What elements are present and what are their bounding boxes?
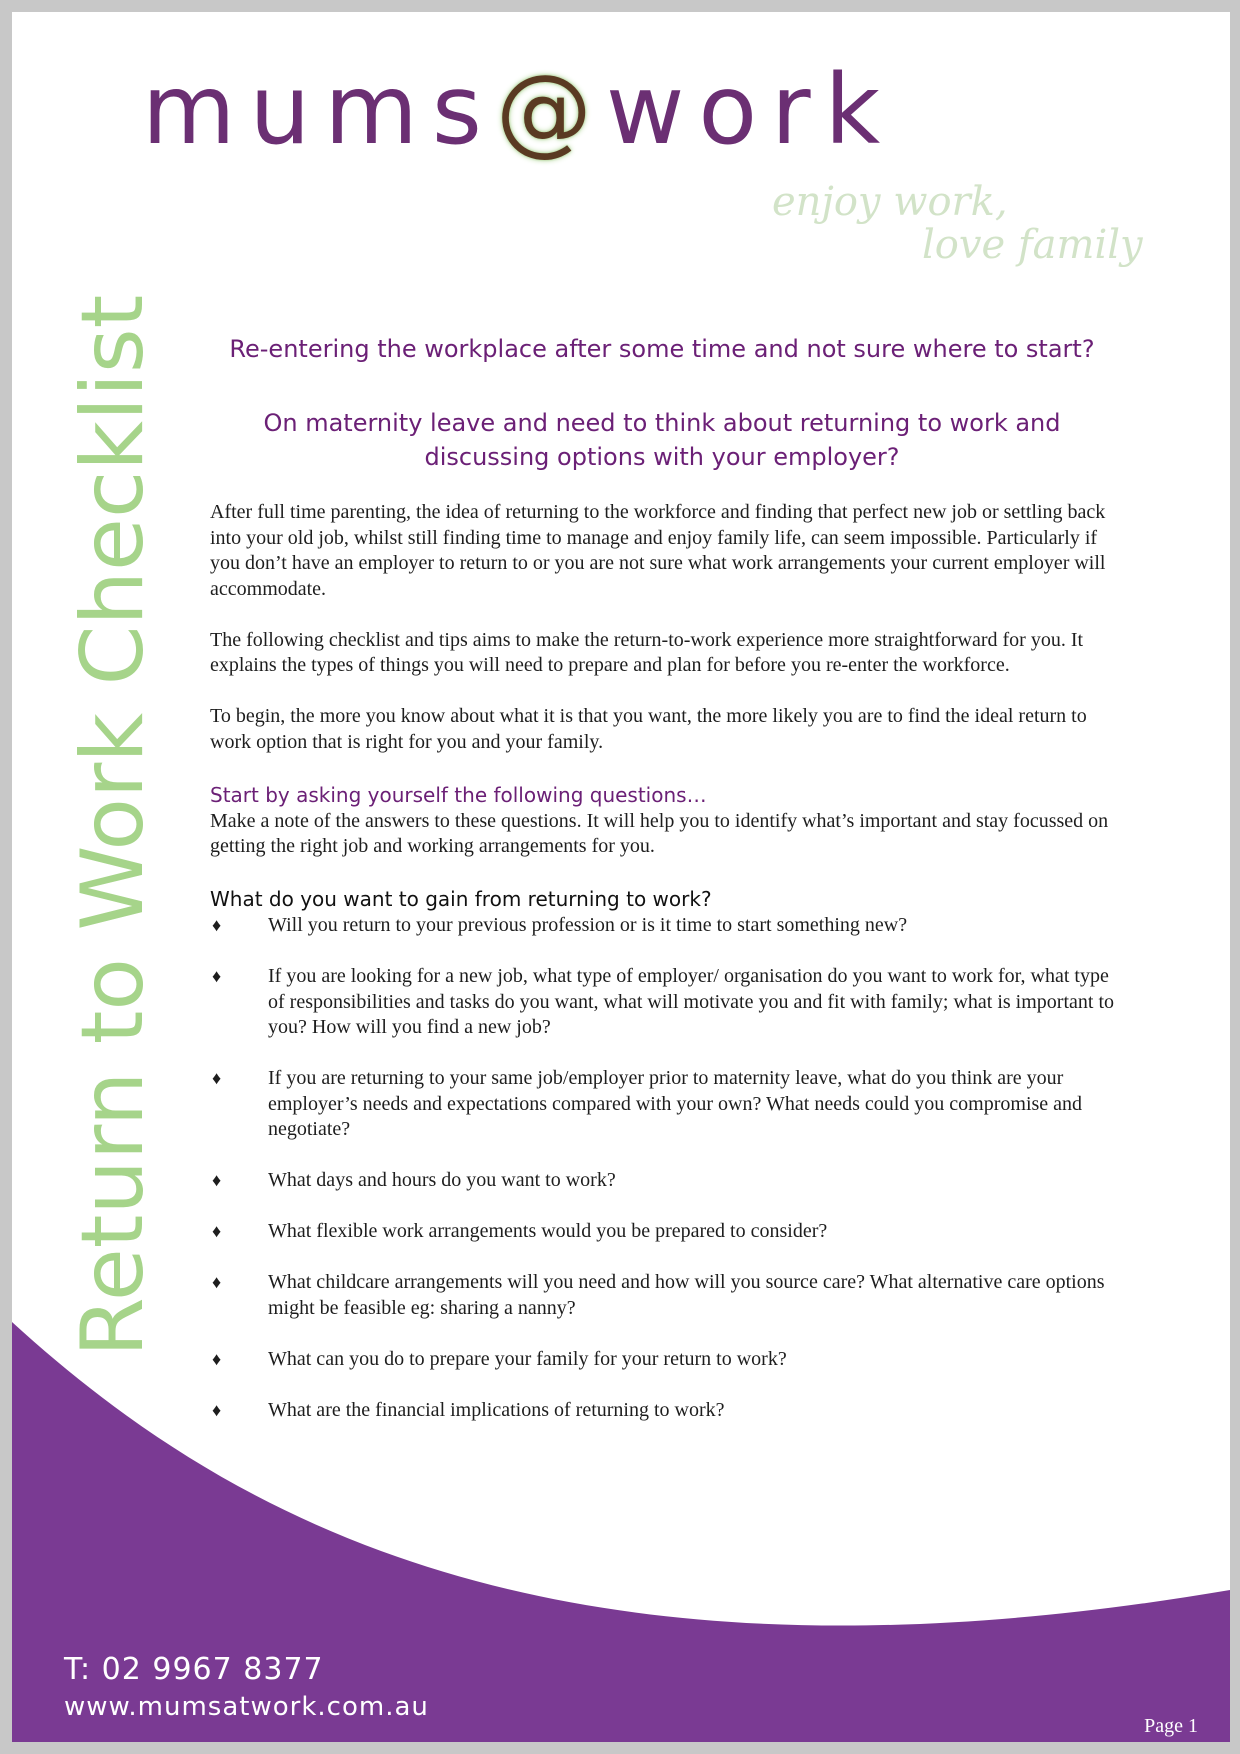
list-item-text: What days and hours do you want to work? — [268, 1169, 616, 1191]
tagline-line-2: love family — [922, 222, 1143, 268]
logo-text-right: work — [605, 54, 895, 166]
brand-logo — [142, 54, 895, 166]
list-item — [210, 913, 1128, 939]
list-item-text: What can you do to prepare your family for your return to work? — [268, 1347, 787, 1370]
list-item — [210, 1066, 1128, 1143]
intro-paragraph: To begin, the more you know about what it is that you want, the more likely you are to find the ideal return to work option that is right for you and your family. — [210, 705, 1087, 753]
list-item-text: What are the financial implications of returning to work? — [268, 1398, 725, 1421]
questions-intro: Make a note of the answers to these questions. It will help you to identify what’s important and stay focussed on getting the right job and working arrangements for you. — [210, 809, 1109, 857]
list-item-text: What childcare arrangements will you need and how will you source care? What alternative care options might be feasible eg: sharing a nanny? — [268, 1271, 1105, 1319]
list-item-text: If you are returning to your same job/employer prior to maternity leave, what do you think are your employer’s needs and expectations compared with your own? What needs could you compromise and negotiate? — [268, 1067, 1083, 1140]
diamond-bullet-icon: ♦ — [212, 1068, 222, 1088]
tagline-line-1: enjoy work, — [772, 179, 1008, 225]
headline-maternity: On maternity leave and need to think about returning to work and discussing options with your employer? — [263, 409, 1061, 471]
side-title: Return to Work Checklist — [63, 294, 163, 1357]
logo-text-left: mums — [142, 54, 496, 166]
diamond-bullet-icon: ♦ — [212, 1399, 222, 1420]
list-item — [210, 1219, 1128, 1245]
diamond-bullet-icon: ♦ — [212, 1221, 222, 1241]
list-item-text: What flexible work arrangements would you be prepared to consider? — [268, 1220, 828, 1242]
diamond-bullet-icon: ♦ — [212, 1348, 222, 1369]
list-item — [210, 1347, 1128, 1373]
diamond-bullet-icon: ♦ — [212, 966, 222, 986]
list-item-text: Will you return to your previous profession or is it time to start something new? — [268, 914, 908, 936]
questions-list — [210, 913, 1128, 1423]
page-number: Page 1 — [1144, 1715, 1198, 1737]
diamond-bullet-icon: ♦ — [212, 915, 222, 935]
list-item — [210, 1398, 1128, 1424]
questions-heading: Start by asking yourself the following questions… — [210, 782, 707, 807]
list-item — [210, 964, 1128, 1041]
intro-paragraph: The following checklist and tips aims to make the return-to-work experience more straightforward for you. It explains the types of things you will need to prepare and plan for before you re-enter the workforce. — [210, 628, 1084, 676]
diamond-bullet-icon: ♦ — [212, 1170, 222, 1190]
document-page — [12, 12, 1230, 1742]
list-item — [210, 1168, 1128, 1194]
main-content — [210, 500, 1128, 1449]
list-item — [210, 1270, 1128, 1321]
footer-phone: T: 02 9967 8377 — [64, 1652, 324, 1687]
intro-paragraph: After full time parenting, the idea of returning to the workforce and finding that perfect new job or settling back into your old job, whilst still finding time to manage and enjoy family life, can seem impossible. Particularly if you don’t have an employer to return to or you are not sure what work arrangements your current employer will accommodate. — [210, 501, 1106, 600]
gain-question-heading: What do you want to gain from returning to work? — [210, 887, 712, 911]
list-item-text: If you are looking for a new job, what type of employer/ organisation do you want to work for, what type of responsibilities and tasks do you want, what will motivate you and fit with family; what is important to you? How will you find a new job? — [268, 965, 1114, 1038]
at-symbol-icon: @ — [495, 54, 606, 166]
headline-reentering: Re-entering the workplace after some time and not sure where to start? — [229, 335, 1095, 363]
footer-website-link[interactable]: www.mumsatwork.com.au — [64, 1692, 429, 1722]
diamond-bullet-icon: ♦ — [212, 1272, 222, 1292]
